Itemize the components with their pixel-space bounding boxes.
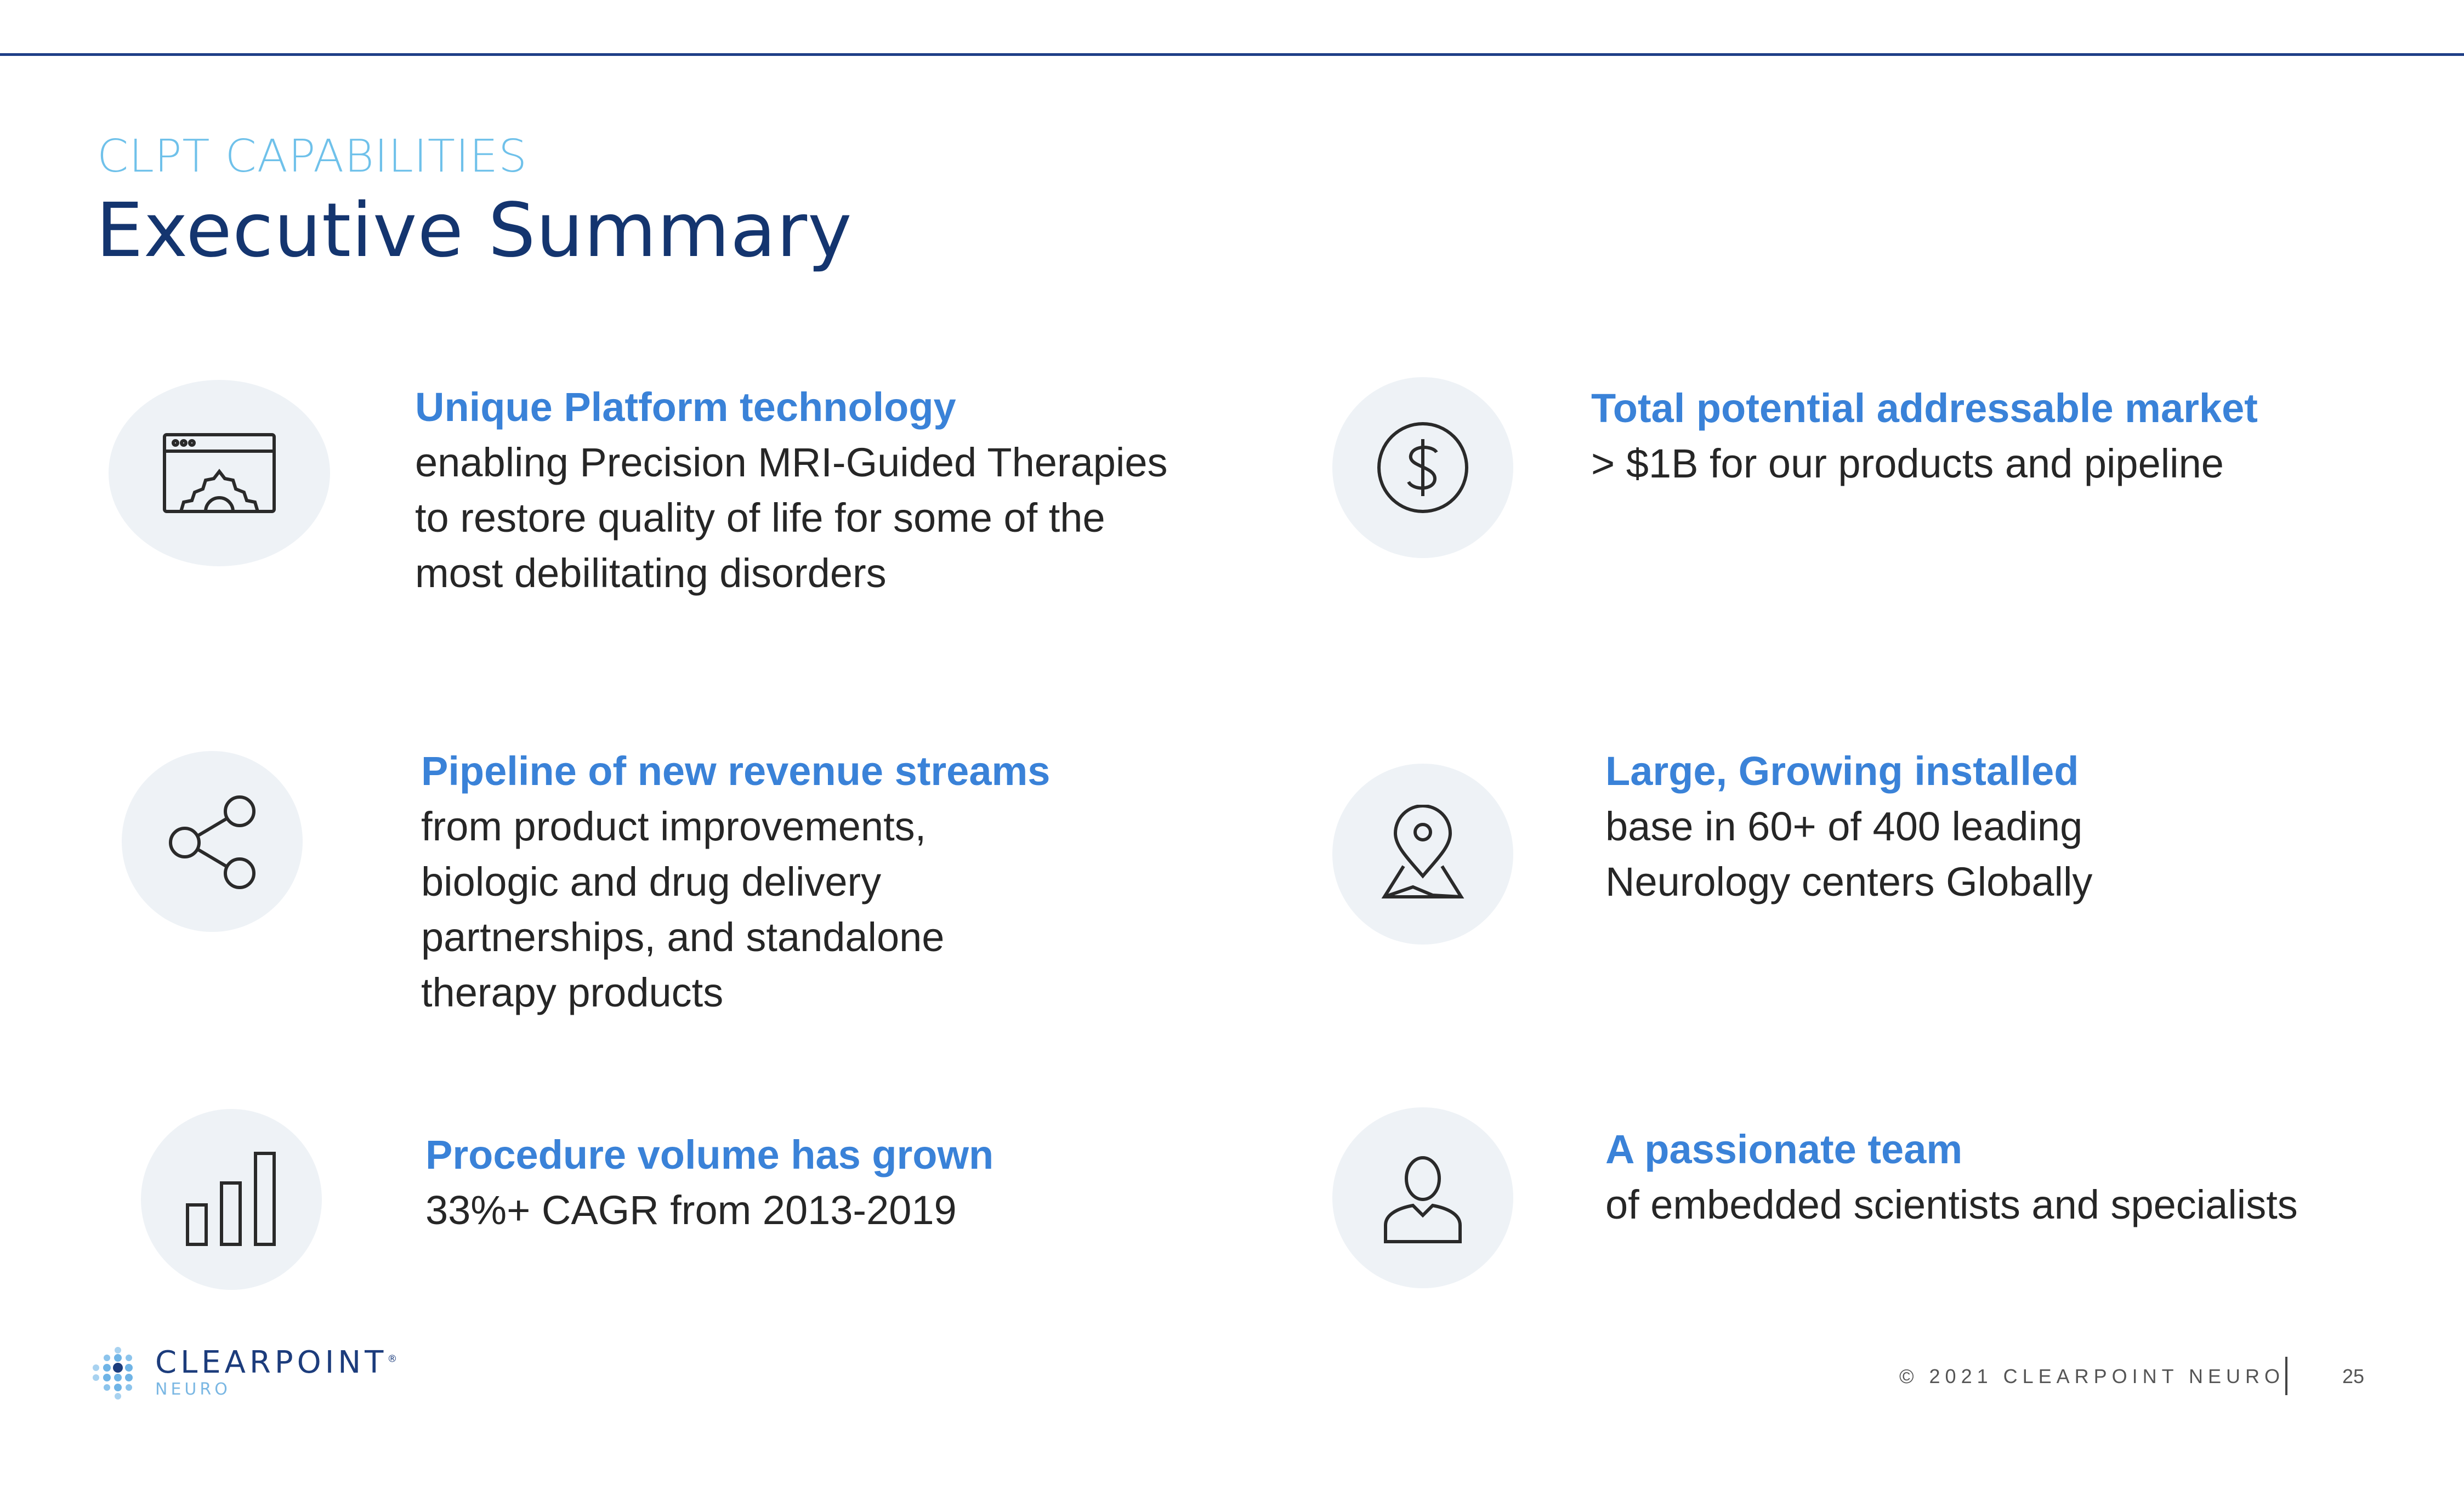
procedure-heading: Procedure volume has grown xyxy=(425,1132,994,1178)
team-icon-circle xyxy=(1332,1107,1513,1288)
footer-divider xyxy=(2285,1357,2287,1395)
logo-registered-mark: ® xyxy=(387,1353,398,1365)
dollar-icon xyxy=(1373,418,1472,517)
installed-base-icon-circle xyxy=(1332,764,1513,945)
team-block xyxy=(1605,1122,2298,1232)
logo-wordmark: CLEARPOINT® xyxy=(155,1345,398,1380)
installed-base-heading: Large, Growing installed xyxy=(1605,748,2079,794)
footer-copyright: © 2021 CLEARPOINT NEURO xyxy=(1899,1365,2285,1387)
map-pin-icon xyxy=(1379,805,1467,903)
section-kicker: CLPT CAPABILITIES xyxy=(97,130,528,183)
installed-base-body: base in 60+ of 400 leading Neurology centers Globally xyxy=(1605,804,2093,905)
browser-gear-icon xyxy=(162,432,277,514)
platform-body: enabling Precision MRI-Guided Therapies to restore quality of life for some of the most debilitating disorders xyxy=(415,440,1168,596)
market-icon-circle xyxy=(1332,377,1513,558)
person-icon xyxy=(1379,1148,1467,1247)
market-block xyxy=(1591,381,2258,491)
logo-dots-icon xyxy=(90,1346,145,1401)
platform-icon-circle xyxy=(109,380,330,566)
team-body: of embedded scientists and specialists xyxy=(1605,1182,2298,1227)
platform-heading: Unique Platform technology xyxy=(415,384,956,430)
pipeline-heading: Pipeline of new revenue streams xyxy=(421,748,1051,794)
procedure-icon-circle xyxy=(141,1109,322,1290)
procedure-block xyxy=(425,1128,993,1238)
market-body: > $1B for our products and pipeline xyxy=(1591,441,2224,486)
market-heading: Total potential addressable market xyxy=(1591,385,2258,431)
installed-base-block xyxy=(1605,744,2092,909)
top-rule xyxy=(0,53,2464,56)
bar-chart-icon xyxy=(182,1150,281,1249)
page-title: Executive Summary xyxy=(96,187,853,274)
procedure-body: 33%+ CAGR from 2013-2019 xyxy=(425,1187,957,1233)
logo-subtext: NEURO xyxy=(155,1380,231,1399)
pipeline-block xyxy=(421,744,1050,1020)
pipeline-icon-circle xyxy=(122,751,303,932)
platform-block xyxy=(415,380,1167,601)
team-heading: A passionate team xyxy=(1605,1127,1963,1172)
share-icon xyxy=(163,792,262,891)
pipeline-body: from product improvements, biologic and drug delivery partnerships, and standalone therapy products xyxy=(421,804,945,1015)
page-number: 25 xyxy=(2342,1365,2365,1387)
